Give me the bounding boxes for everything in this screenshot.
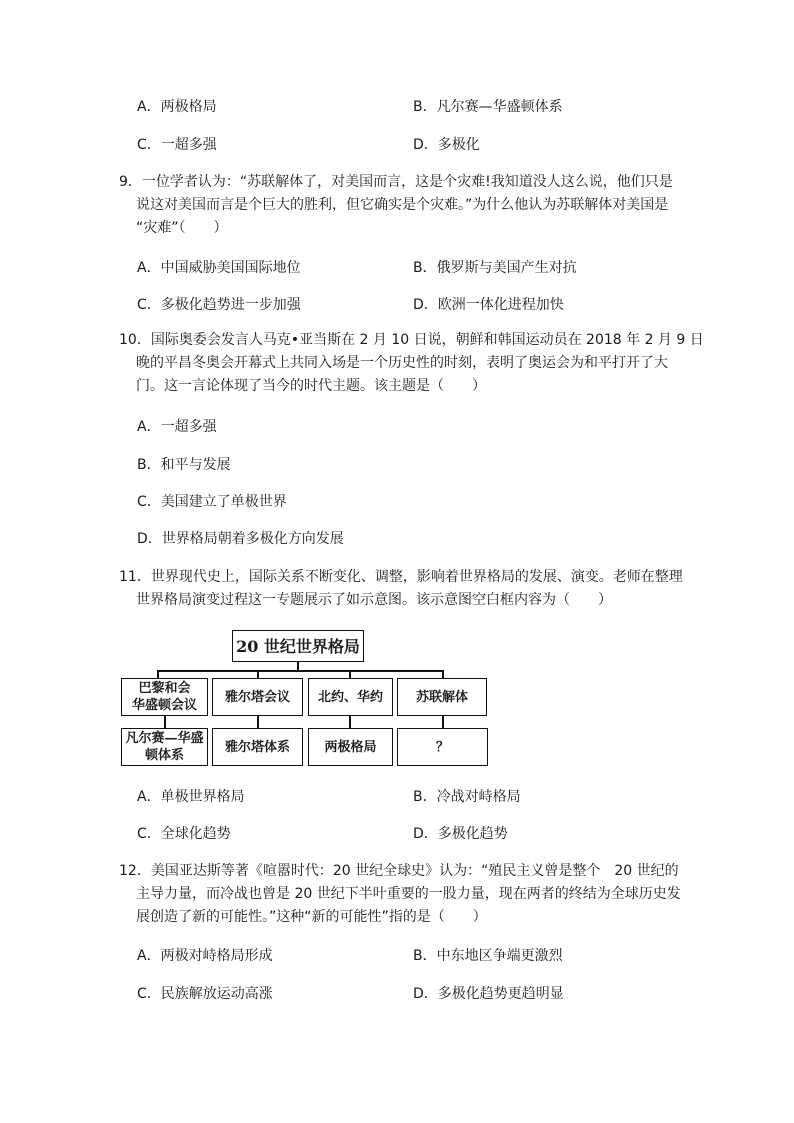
q10-option-row <box>0 453 794 477</box>
q11-option-d: D．多极化趋势 <box>413 826 508 842</box>
diagram-event-box: 雅尔塔会议 <box>212 678 303 716</box>
q9-option-b: B．俄罗斯与美国产生对抗 <box>413 260 577 276</box>
q12-option-b: B．中东地区争端更激烈 <box>413 948 563 964</box>
q8-options-row-2 <box>0 133 794 157</box>
connector <box>349 670 351 678</box>
connector <box>257 716 259 728</box>
q11-stem-line: 11．世界现代史上，国际关系不断变化、调整，影响着世界格局的发展、演变。老师在整理 <box>119 569 683 585</box>
q9-options-row-1 <box>0 256 794 280</box>
connector <box>442 670 444 678</box>
q12-options-row-1 <box>0 944 794 968</box>
q12-option-d: D．多极化趋势更趋明显 <box>413 986 564 1002</box>
q9-stem-line: 说这对美国而言是个巨大的胜利，但它确实是个灾难。”为什么他认为苏联解体对美国是 <box>136 197 669 213</box>
diagram-root-box: 20 世纪世界格局 <box>232 630 364 662</box>
q10-stem-line: 晚的平昌冬奥会开幕式上共同入场是一个历史性的时刻，表明了奥运会为和平打开了大 <box>136 355 668 371</box>
world-pattern-diagram <box>119 626 499 772</box>
q12-stem <box>119 860 679 929</box>
connector <box>164 716 166 728</box>
q10-option-row <box>0 415 794 439</box>
diagram-result-box: 凡尔赛—华盛 顿体系 <box>121 728 208 766</box>
diagram-event-box: 北约、华约 <box>308 678 393 716</box>
q12-options-row-2 <box>0 982 794 1006</box>
q10-option-d: D．世界格局朝着多极化方向发展 <box>137 531 344 547</box>
q11-option-a: A．单极世界格局 <box>137 789 245 805</box>
q10-stem <box>119 329 704 398</box>
q9-stem <box>119 171 679 240</box>
q10-option-b: B．和平与发展 <box>137 457 231 473</box>
q8-option-b: B．凡尔赛—华盛顿体系 <box>413 99 563 115</box>
diagram-event-box: 苏联解体 <box>397 678 487 716</box>
q11-option-b: B．冷战对峙格局 <box>413 789 521 805</box>
q11-stem <box>119 566 683 612</box>
q8-option-d: D．多极化 <box>413 137 480 153</box>
connector <box>157 670 442 672</box>
q10-option-row <box>0 527 794 551</box>
q9-stem-line: 9．一位学者认为：“苏联解体了，对美国而言，这是个灾难!我知道没人这么说，他们只是 <box>119 174 673 190</box>
q9-option-c: C．多极化趋势进一步加强 <box>137 297 301 313</box>
q10-stem-line: 门。这一言论体现了当今的时代主题。该主题是（ ） <box>136 378 486 394</box>
q9-option-a: A．中国威胁美国国际地位 <box>137 260 301 276</box>
q11-stem-line: 世界格局演变过程这一专题展示了如示意图。该示意图空白框内容为（ ） <box>136 592 612 608</box>
q12-option-a: A．两极对峙格局形成 <box>137 948 273 964</box>
q12-stem-line: 展创造了新的可能性。”这种“新的可能性”指的是（ ） <box>136 909 487 925</box>
diagram-event-box: 巴黎和会 华盛顿会议 <box>121 678 208 716</box>
connector <box>297 662 299 670</box>
q10-stem-line: 10．国际奥委会发言人马克•亚当斯在 2 月 10 日说，朝鲜和韩国运动员在 2018 年 2 月 9 日 <box>119 332 704 348</box>
q12-stem-line: 12．美国亚达斯等著《喧嚣时代：20 世纪全球史》认为：“殖民主义曾是整个 20 世纪的 <box>119 863 679 879</box>
diagram-result-box: 两极格局 <box>308 728 393 766</box>
q12-stem-line: 主导力量，而冷战也曾是 20 世纪下半叶重要的一股力量，现在两者的终结为全球历史发 <box>136 886 681 902</box>
q11-options-row-1 <box>0 785 794 809</box>
q9-options-row-2 <box>0 293 794 317</box>
q8-option-a: A．两极格局 <box>137 99 217 115</box>
q10-option-c: C．美国建立了单极世界 <box>137 494 287 510</box>
q10-option-row <box>0 490 794 514</box>
q8-option-c: C．一超多强 <box>137 137 217 153</box>
q8-options-row-1 <box>0 95 794 119</box>
connector <box>349 716 351 728</box>
q9-option-d: D．欧洲一体化进程加快 <box>413 297 564 313</box>
q10-option-a: A．一超多强 <box>137 419 217 435</box>
connector <box>157 670 159 678</box>
q11-options-row-2 <box>0 822 794 846</box>
connector <box>442 716 444 728</box>
diagram-result-box: 雅尔塔体系 <box>212 728 303 766</box>
diagram-result-blank-box: ？ <box>397 728 488 766</box>
connector <box>257 670 259 678</box>
q12-option-c: C．民族解放运动高涨 <box>137 986 273 1002</box>
q11-option-c: C．全球化趋势 <box>137 826 231 842</box>
q9-stem-line: “灾难”（ ） <box>136 220 228 236</box>
